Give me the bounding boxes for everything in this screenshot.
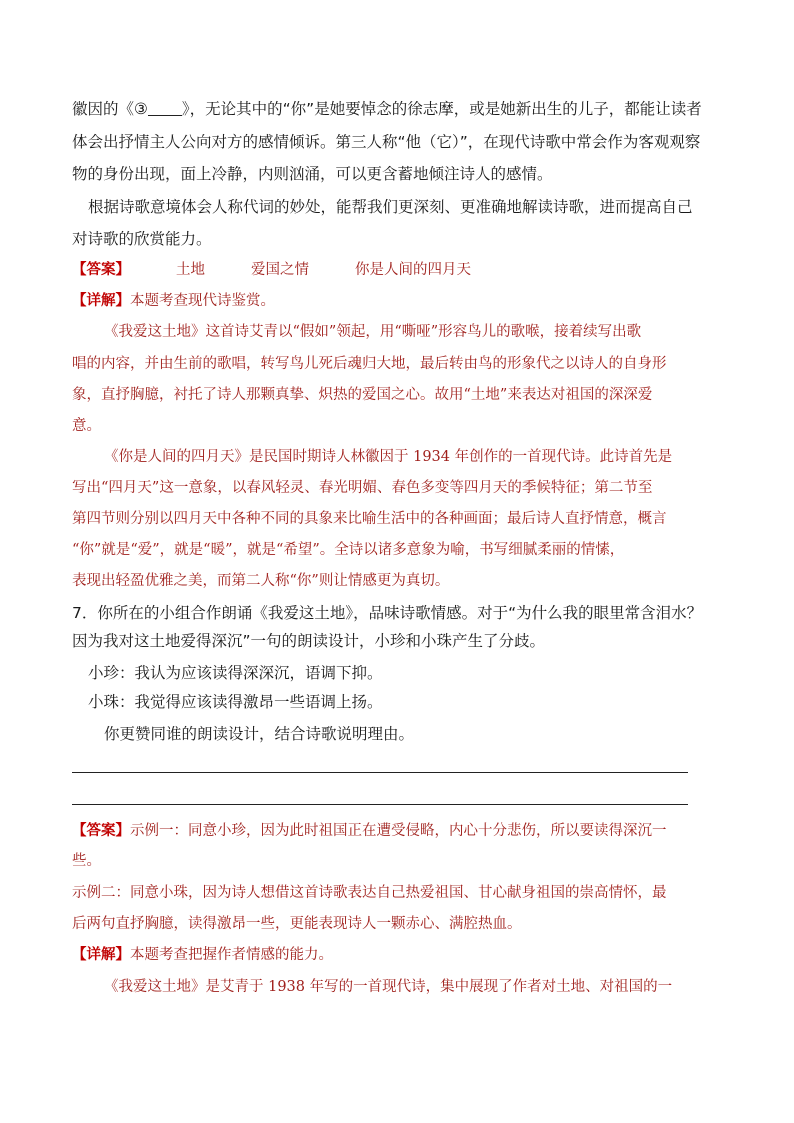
answer-line — [72, 259, 471, 281]
passage-line — [72, 98, 702, 120]
passage-line: 根据诗歌意境体会人称代词的妙处，能帮我们更深刻、更准确地解读诗歌，进而提高自己 — [88, 198, 693, 216]
passage-line: 体会出抒情主人公向对方的感情倾诉。第三人称“他（它）”，在现代诗歌中常会作为客观观察 — [72, 133, 701, 151]
answer-item: 土地 — [176, 262, 205, 278]
detail-intro: 本题考查现代诗鉴赏。 — [130, 293, 275, 309]
detail-line: 唱的内容，并由生前的歌唱，转写鸟儿死后魂归大地，最后转由鸟的形象代之以诗人的自身形 — [72, 356, 667, 372]
detail-line: 表现出轻盈优雅之美，而第二人称“你”则让情感更为真切。 — [72, 573, 450, 589]
detail-line: “你”就是“爱”，就是“暖”，就是“希望”。全诗以诸多意象为喻，书写细腻柔丽的情愫， — [72, 542, 625, 558]
question-prompt: 你更赞同谁的朗读设计，结合诗歌说明理由。 — [104, 725, 415, 743]
detail-intro: 本题考查把握作者情感的能力。 — [130, 947, 333, 963]
passage-text: 徽因的《③ — [72, 100, 148, 118]
answer-blank — [148, 100, 182, 116]
detail-heading — [72, 944, 333, 966]
detail-line: 意。 — [72, 418, 101, 434]
detail-tag: 【详解】 — [72, 946, 130, 963]
answer-writing-line[interactable] — [72, 772, 688, 773]
answer-tag: 【答案】 — [72, 261, 130, 278]
detail-line: 《你是人间的四月天》是民国时期诗人林徽因于 1934 年创作的一首现代诗。此诗首先是 — [104, 449, 673, 465]
answer-tag: 【答案】 — [72, 822, 130, 839]
answer-item: 你是人间的四月天 — [355, 262, 471, 278]
opinion-xiaozhu: 小珠：我觉得应该读得激昂一些语调上扬。 — [88, 693, 383, 711]
detail-line: 第四节则分别以四月天中各种不同的具象来比喻生活中的各种画面；最后诗人直抒情意，概言 — [72, 511, 667, 527]
answer-line: 后两句直抒胸臆，读得激昂一些，更能表现诗人一颗赤心、满腔热血。 — [72, 916, 522, 932]
answer-example: 示例一：同意小珍，因为此时祖国正在遭受侵略，内心十分悲伤，所以要读得深沉一 — [130, 823, 667, 839]
passage-line: 物的身份出现，面上冷静，内则汹涌，可以更含蓄地倾注诗人的感情。 — [72, 165, 553, 183]
question-line: 因为我对这土地爱得深沉”一句的朗读设计，小珍和小珠产生了分歧。 — [72, 632, 546, 650]
passage-line: 对诗歌的欣赏能力。 — [72, 230, 212, 248]
answer-line: 示例二：同意小珠，因为诗人想借这首诗歌表达自己热爱祖国、甘心献身祖国的崇高情怀，最 — [72, 885, 667, 901]
answer-writing-line[interactable] — [72, 804, 688, 805]
detail-heading — [72, 290, 275, 312]
detail-line: 写出“四月天”这一意象，以春风轻灵、春光明媚、春色多变等四月天的季候特征；第二节至 — [72, 480, 653, 496]
answer-item: 爱国之情 — [251, 262, 309, 278]
question-line: 7．你所在的小组合作朗诵《我爱这土地》，品味诗歌情感。对于“为什么我的眼里常含泪水？ — [72, 604, 703, 622]
answer-line: 些。 — [72, 853, 101, 869]
detail-line: 《我爱这土地》这首诗艾青以“假如”领起，用“嘶哑”形容鸟儿的歌喉，接着续写出歌 — [104, 324, 642, 340]
opinion-xiaozhen: 小珍：我认为应该读得深深沉，语调下抑。 — [88, 664, 383, 682]
passage-text: 》，无论其中的“你”是她要悼念的徐志摩，或是她新出生的儿子，都能让读者 — [181, 100, 702, 118]
detail-tag: 【详解】 — [72, 292, 130, 309]
detail-line: 《我爱这土地》是艾青于 1938 年写的一首现代诗，集中展现了作者对土地、对祖国的一 — [104, 979, 673, 995]
detail-line: 象，直抒胸臆，衬托了诗人那颗真挚、炽热的爱国之心。故用“土地”来表达对祖国的深深爱 — [72, 387, 653, 403]
answer-line — [72, 820, 667, 842]
